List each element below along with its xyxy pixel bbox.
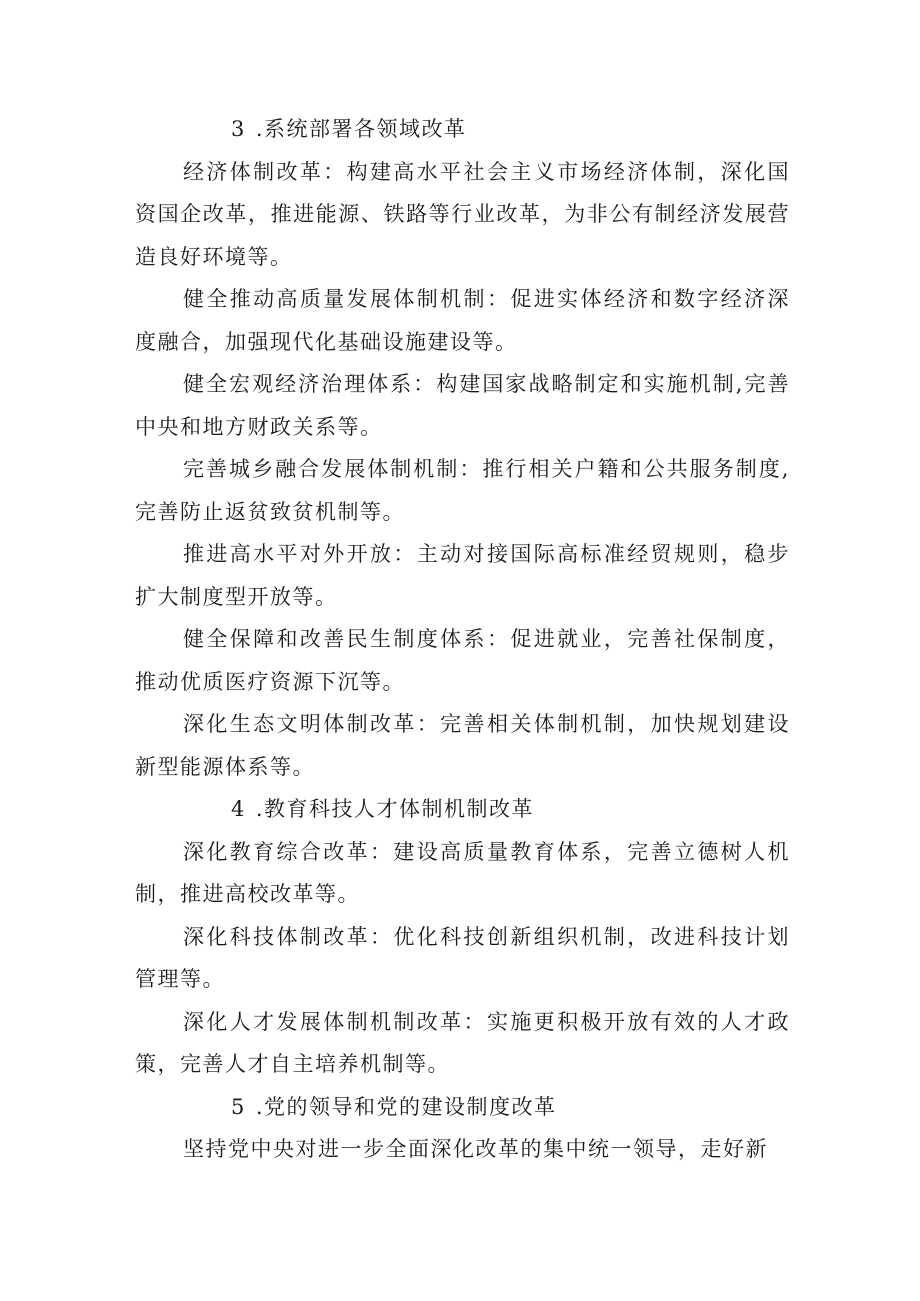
section-title: .教育科技人才体制机制改革: [255, 797, 535, 821]
paragraph: 完善城乡融合发展体制机制：推行相关户籍和公共服务制度,完善防止返贫致贫机制等。: [135, 457, 790, 524]
paragraph: 推进高水平对外开放：主动对接国际高标准经贸规则，稳步扩大制度型开放等。: [135, 542, 790, 609]
paragraph: 健全推动高质量发展体制机制：促进实体经济和数字经济深度融合，加强现代化基础设施建设等。: [135, 287, 790, 354]
paragraph: 深化教育综合改革：建设高质量教育体系，完善立德树人机制，推进高校改革等。: [135, 839, 790, 906]
paragraph: 健全宏观经济治理体系：构建国家战略制定和实施机制,完善中央和地方财政关系等。: [135, 372, 790, 439]
section-title: .党的领导和党的建设制度改革: [255, 1094, 557, 1119]
section-number: 4: [231, 797, 246, 821]
paragraph: 健全保障和改善民生制度体系：促进就业，完善社保制度，推动优质医疗资源下沉等。: [135, 627, 790, 694]
section-title: .系统部署各领域改革: [255, 117, 467, 141]
section-heading-3: [135, 108, 790, 151]
section-heading-5: [135, 1086, 790, 1129]
paragraph: 深化科技体制改革：优化科技创新组织机制，改进科技计划管理等。: [135, 924, 790, 991]
paragraph: 坚持党中央对进一步全面深化改革的集中统一领导，走好新: [183, 1137, 768, 1161]
paragraph: 经济体制改革：构建高水平社会主义市场经济体制，深化国资国企改革，推进能源、铁路等行业改革，为非公有制经济发展营造良好环境等。: [135, 159, 790, 269]
paragraph: 深化生态文明体制改革：完善相关体制机制，加快规划建设新型能源体系等。: [135, 712, 790, 779]
document-body: [135, 108, 790, 1171]
paragraph: 深化人才发展体制机制改革：实施更积极开放有效的人才政策，完善人才自主培养机制等。: [135, 1009, 790, 1076]
section-number: 3: [231, 117, 246, 141]
section-heading-4: [135, 788, 790, 831]
section-number: 5: [231, 1094, 246, 1119]
